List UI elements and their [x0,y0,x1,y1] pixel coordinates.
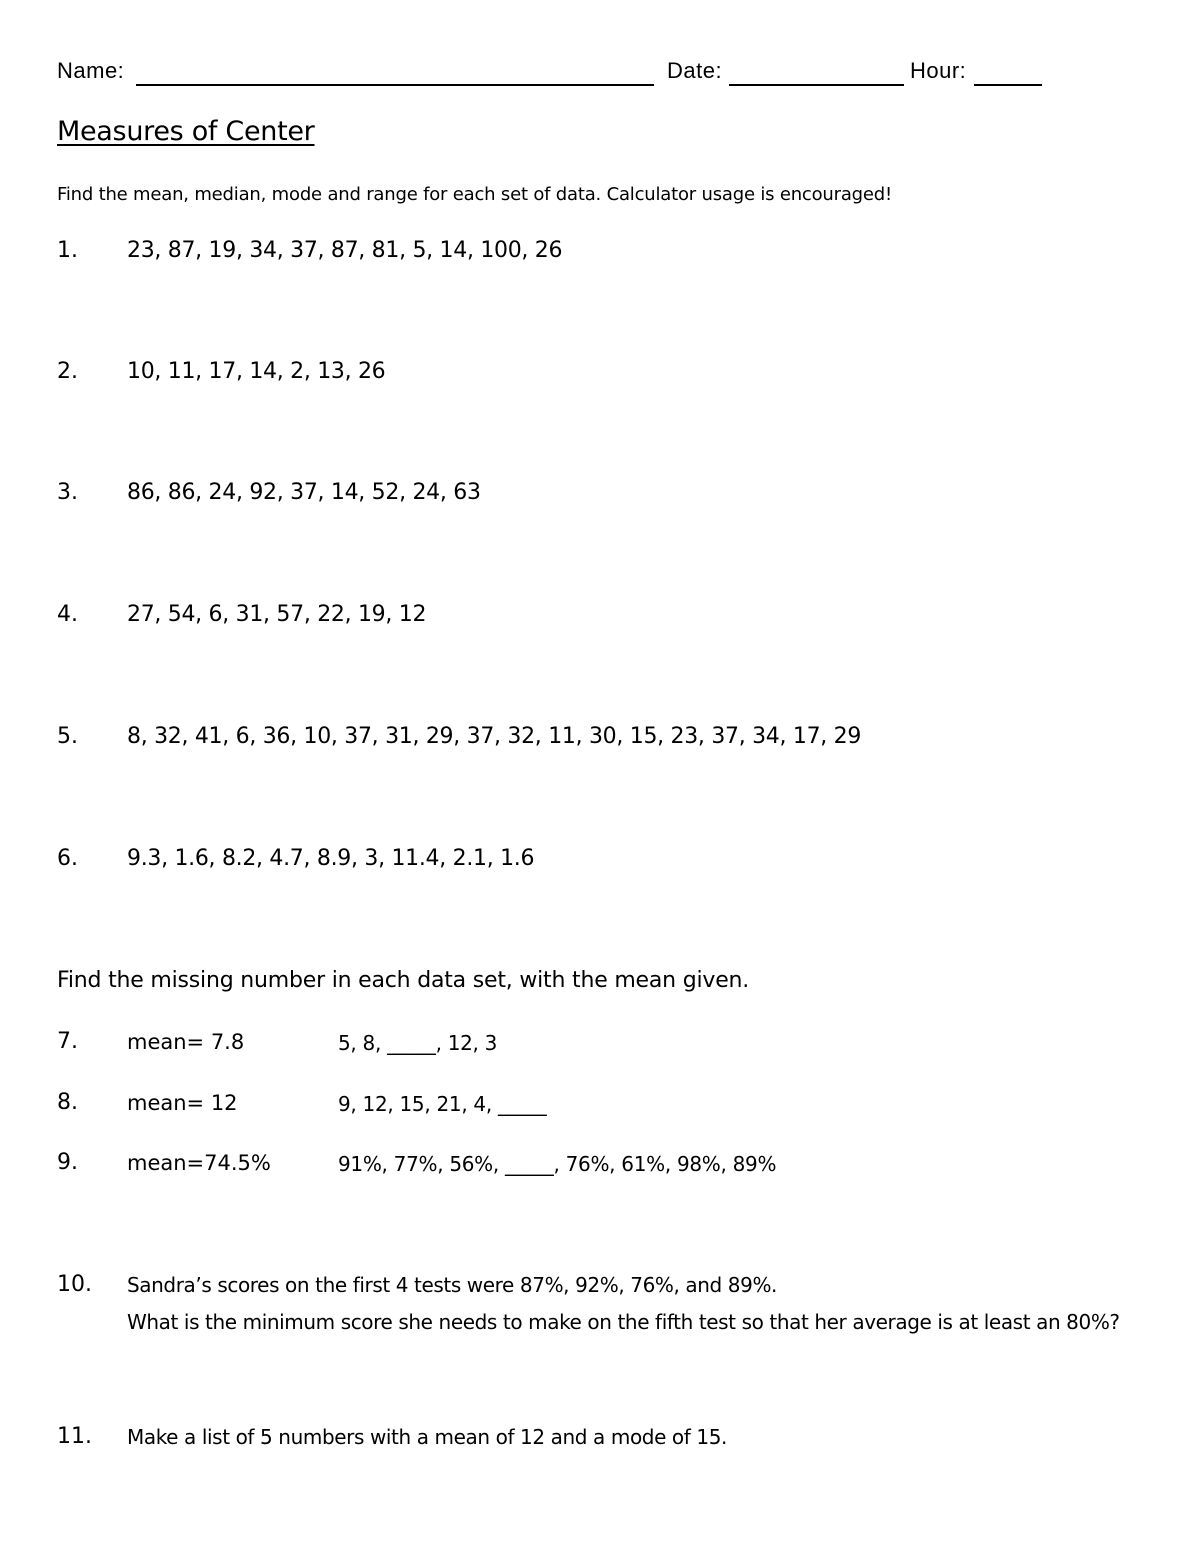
problem-number: 10. [57,1272,92,1297]
hour-field[interactable] [974,84,1042,86]
data-set: 5, 8, _____, 12, 3 [338,1031,498,1055]
missing-instructions: Find the missing number in each data set, with the mean given. [57,968,750,993]
problem-data: 23, 87, 19, 34, 37, 87, 81, 5, 14, 100, 26 [127,238,563,263]
instructions: Find the mean, median, mode and range for each set of data. Calculator usage is encouraged! [57,184,893,205]
mean-label: mean=74.5% [127,1151,271,1175]
problem-number: 4. [57,602,78,627]
word-problem-line: What is the minimum score she needs to make on the fifth test so that her average is at least an 80%? [127,1310,1120,1334]
problem-data: 86, 86, 24, 92, 37, 14, 52, 24, 63 [127,480,481,505]
problem-number: 5. [57,724,78,749]
hour-label: Hour: [910,58,967,83]
problem-number: 2. [57,359,78,384]
word-problem-line: Sandra’s scores on the first 4 tests were 87%, 92%, 76%, and 89%. [127,1273,778,1297]
date-label: Date: [667,58,723,83]
problem-number: 6. [57,846,78,871]
problem-data: 8, 32, 41, 6, 36, 10, 37, 31, 29, 37, 32, 11, 30, 15, 23, 37, 34, 17, 29 [127,724,862,749]
mean-label: mean= 7.8 [127,1030,245,1054]
page-title: Measures of Center [57,116,315,147]
word-problem-line: Make a list of 5 numbers with a mean of 12 and a mode of 15. [127,1425,727,1449]
data-set: 9, 12, 15, 21, 4, _____ [338,1092,547,1116]
problem-number: 3. [57,480,78,505]
mean-label: mean= 12 [127,1091,238,1115]
problem-number: 11. [57,1424,92,1449]
problem-number: 1. [57,238,78,263]
problem-number: 9. [57,1150,78,1175]
name-field[interactable] [136,84,654,86]
problem-number: 8. [57,1090,78,1115]
problem-data: 9.3, 1.6, 8.2, 4.7, 8.9, 3, 11.4, 2.1, 1.6 [127,846,535,871]
problem-number: 7. [57,1029,78,1054]
problem-data: 10, 11, 17, 14, 2, 13, 26 [127,359,386,384]
problem-data: 27, 54, 6, 31, 57, 22, 19, 12 [127,602,427,627]
date-field[interactable] [729,84,904,86]
name-label: Name: [57,58,125,83]
data-set: 91%, 77%, 56%, _____, 76%, 61%, 98%, 89% [338,1152,777,1176]
